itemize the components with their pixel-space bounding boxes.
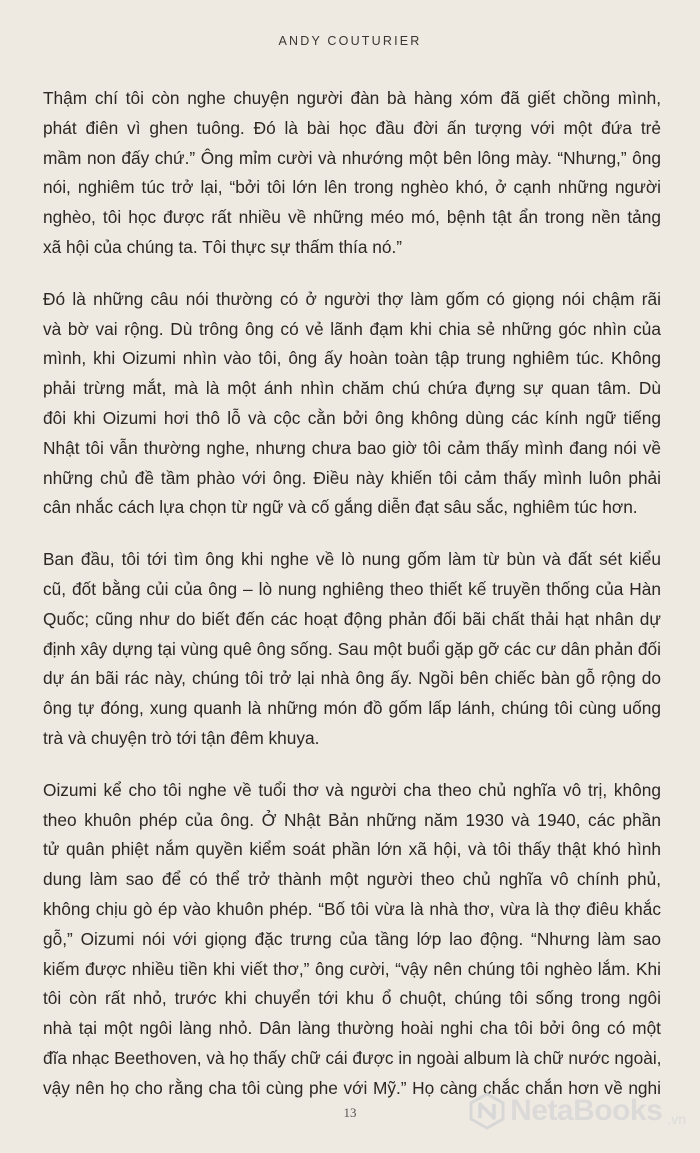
paragraph — [43, 545, 661, 754]
text-line: phát điên vì ghen tuông. Đó là bài học đầu đời ấn tượng với một đứa trẻ — [43, 117, 661, 138]
text-line: và bờ vai rộng. Dù trông ông có vẻ lãnh đạm khi chia sẻ những góc nhìn của — [43, 318, 661, 339]
text-line: trà và chuyện trò tới tận đêm khuya. — [43, 727, 320, 748]
text-line: kiếm được nhiều tiền khi viết thơ,” ông cười, “vậy nên chúng tôi nghèo lắm. Khi — [43, 958, 661, 979]
text-line: xã hội của chúng ta. Tôi thực sự thấm thía nó.” — [43, 236, 403, 257]
text-line: định xây dựng tại vùng quê ông sống. Sau một buổi gặp gỡ các cư dân phản đối — [43, 638, 661, 659]
page-number: 13 — [343, 1105, 357, 1120]
text-line: Thậm chí tôi còn nghe chuyện người đàn bà hàng xóm đã giết chồng mình, — [43, 88, 661, 108]
watermark-brand: NetaBooks — [510, 1094, 663, 1127]
text-line: cũ, đốt bằng củi của ông – lò nung nghiêng theo thiết kế truyền thống của Hàn — [43, 578, 661, 599]
text-line: Đó là những câu nói thường có ở người thợ làm gốm có giọng nói chậm rãi — [43, 288, 661, 309]
paragraph — [43, 285, 661, 523]
text-line: gỗ,” Oizumi nói với giọng đặc trưng của tầng lớp lao động. “Nhưng làm sao — [43, 928, 661, 949]
text-line: Quốc; cũng như do biết đến các hoạt động phản đối bãi chất thải hạt nhân dự — [43, 608, 661, 629]
text-line: đĩa nhạc Beethoven, và họ thấy chữ cái được in ngoài album là chữ nước ngoài, — [43, 1047, 662, 1068]
text-line: Nhật tôi vẫn thường nghe, nhưng chưa bao giờ tôi cảm thấy mình đang nói về — [43, 437, 661, 458]
running-header: ANDY COUTURIER — [278, 34, 422, 48]
text-line: cân nhắc cách lựa chọn từ ngữ và cố gắng diễn đạt sâu sắc, nghiêm túc hơn. — [43, 497, 638, 518]
paragraph — [43, 84, 661, 263]
text-line: mình, khi Oizumi nhìn vào tôi, ông ấy hoàn toàn tập trung nghiêm túc. Không — [43, 348, 661, 369]
watermark-domain: .vn — [667, 1111, 686, 1127]
text-line: vậy nên họ cho rằng cha tôi cùng phe với Mỹ.” Họ càng chắc chắn hơn về nghi — [43, 1077, 661, 1098]
text-line: Oizumi kể cho tôi nghe về tuổi thơ và người cha theo chủ nghĩa vô trị, không — [43, 779, 661, 800]
netabooks-logo-icon — [468, 1092, 506, 1130]
text-line: theo khuôn phép của ông. Ở Nhật Bản những năm 1930 và 1940, các phần — [43, 809, 661, 830]
text-line: phải trừng mắt, mà là một ánh nhìn chăm chú chứa đựng sự quan tâm. Dù — [43, 378, 661, 399]
paragraph — [43, 776, 661, 1104]
watermark — [468, 1092, 686, 1130]
text-line: nói, nghiêm túc trở lại, “bởi tôi lớn lên trong nghèo khó, ở cạnh những người — [43, 177, 661, 198]
text-line: đôi khi Oizumi hơi thô lỗ và cộc cằn bởi ông không dùng các kính ngữ tiếng — [43, 407, 661, 428]
text-line: nghèo, tôi học được rất nhiều về những méo mó, bệnh tật ẩn trong nền tảng — [43, 207, 661, 228]
text-line: ông tự đóng, xung quanh là những món đồ gốm lấp lánh, chúng tôi cùng uống — [43, 698, 661, 719]
text-line: nhà tại một ngôi làng nhỏ. Dân làng thường hoài nghi cha tôi bởi ông có một — [43, 1018, 661, 1039]
text-line: tôi còn rất nhỏ, trước khi chuyển tới khu ổ chuột, chúng tôi sống trong ngôi — [43, 988, 661, 1009]
text-line: không chịu gò ép vào khuôn phép. “Bố tôi vừa là nhà thơ, vừa là thợ điêu khắc — [43, 898, 661, 919]
text-line: Ban đầu, tôi tới tìm ông khi nghe về lò nung gốm làm từ bùn và đất sét kiểu — [43, 549, 661, 570]
text-line: tử quân phiệt nắm quyền kiểm soát phần lớn xã hội, và tôi thấy thật khó hình — [43, 839, 661, 860]
text-line: dự án bãi rác này, chúng tôi trở lại nhà ông ấy. Ngồi bên chiếc bàn gỗ rộng do — [43, 668, 661, 689]
body-text — [43, 84, 661, 1126]
text-line: dung làm sao để có thể trở thành một người theo chủ nghĩa vô chính phủ, — [43, 869, 661, 890]
text-line: những chủ đề tầm phào với ông. Điều này khiến tôi cảm thấy mình luôn phải — [43, 467, 661, 488]
text-line: mầm non đấy chứ.” Ông mỉm cười và nhướng một bên lông mày. “Nhưng,” ông — [43, 147, 661, 168]
